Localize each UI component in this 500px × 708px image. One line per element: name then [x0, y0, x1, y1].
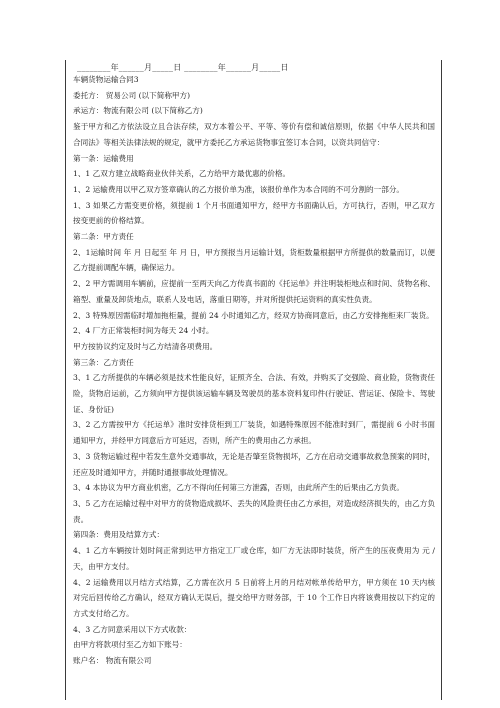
- clause: 4、2 运输费用以月结方式结算，乙方需在次月 5 日前将上月的月结对帐单传给甲方，甲方须在 10 天内核对完后回传给乙方确认，经双方确认无误后，提交给甲方财务部，于 10 个工作日内将该费用按以下约定的方式支付给乙方。: [73, 577, 435, 618]
- clause: 2、4 厂方正常装柜时间为每天 24 小时。: [73, 326, 214, 336]
- clause: 1、3 如果乙方需变更价格，须提前 1 个月书面通知甲方，经甲方书面确认后，方可执行，否则，甲乙双方按变更前的价格结算。: [73, 200, 435, 226]
- clause: 1、2 运输费用以甲乙双方签章确认的乙方报价单为准，该报价单作为本合同的不可分割的一部分。: [73, 184, 405, 194]
- clause: 3、2 乙方需按甲方《托运单》准时安排货柜到工厂装货，如遇特殊原因不能准时到厂，需提前 6 小时书面通知甲方，并经甲方同意后方可延迟，否则，所产生的费用由乙方承担。: [73, 420, 435, 446]
- section-title: 第一条：运输费用: [73, 153, 134, 163]
- clause: 1、1 乙双方建立战略商业伙伴关系，乙方给甲方最优惠的价格。: [73, 169, 291, 179]
- preamble: 鉴于甲方和乙方依法设立且合法存续，双方本着公平、平等、等价有偿和诚信原则，依据《中华人民共和国合同法》等相关法律法规的规定，就甲方委托乙方承运货物事宜签订本合同，以资共同信守：: [73, 122, 435, 147]
- carrier-party: 承运方：物流有限公司 (以下简称乙方): [73, 106, 203, 116]
- section-title: 第三条：乙方责任: [73, 357, 134, 367]
- clause: 3、4 本协议为甲方商业机密，乙方不得向任何第三方泄露，否则，由此所产生的后果由乙方负责。: [73, 483, 405, 493]
- contract-body: [73, 72, 435, 669]
- clause: 3、5 乙方在运输过程中对甲方的货物造成损坏、丢失的风险责任由乙方承担，对造成经济损失的，由乙方负责。: [73, 498, 435, 524]
- section-title: 第四条：费用及结算方式：: [73, 530, 165, 540]
- clause: 4、3 乙方同意采用以下方式收款：: [73, 624, 192, 634]
- clause: 由甲方将款项付至乙方如下账号：: [73, 640, 187, 650]
- clause: 3、3 货物运输过程中若发生意外交通事故，无论是否肇至货物损坏，乙方在启动交通事故救急预案的同时，还应及时通知甲方，并随时通报事故处理情况。: [73, 451, 435, 477]
- clause: 3、1 乙方所提供的车辆必须是技术性能良好，证照齐全、合法、有效，并购买了交强险、商业险，货物责任险，货物启运前，乙方须向甲方提供该运输车辆及驾驶员的基本资料复印件(行驶证、营运证、保险卡、驾驶证、身份证): [73, 373, 435, 414]
- section-title: 第二条：甲方责任: [73, 232, 134, 242]
- date-line: ________年______月_____日 ________年______月_____日: [77, 63, 289, 72]
- contract-title: 车辆货物运输合同3: [73, 75, 139, 84]
- client-party: 委托方： 贸易公司 (以下简称甲方): [73, 90, 191, 100]
- clause: 2、2 甲方需调用车辆前，应提前一至两天向乙方传真书面的《托运单》并注明装柜地点和时间、货物名称、箱型、重量及卸货地点，联系人及电话，落重日期等，并对所提供托运资料的真实性负责。: [73, 279, 435, 304]
- clause: 2、1运输时间 年 月 日起至 年 月 日，甲方预报当月运输计划，货柜数量根据甲方所提供的数量而订，以便乙方提前调配车辆，确保运力。: [73, 247, 435, 273]
- clause: 2、3 特殊原因需临时增加拖柜量，提前 24 小时通知乙方，经双方协商同意后，由乙方安排拖柜来厂装货。: [73, 310, 434, 320]
- account-name: 账户名： 物流有限公司: [73, 656, 152, 666]
- clause: 4、1 乙方车辆按计划时间正常到达甲方指定工厂或仓库，如厂方无法即时装货，所产生的压夜费用为 元 /天，由甲方支付。: [73, 546, 435, 571]
- clause: 甲方按协议约定及时与乙方结清各项费用。: [73, 341, 218, 351]
